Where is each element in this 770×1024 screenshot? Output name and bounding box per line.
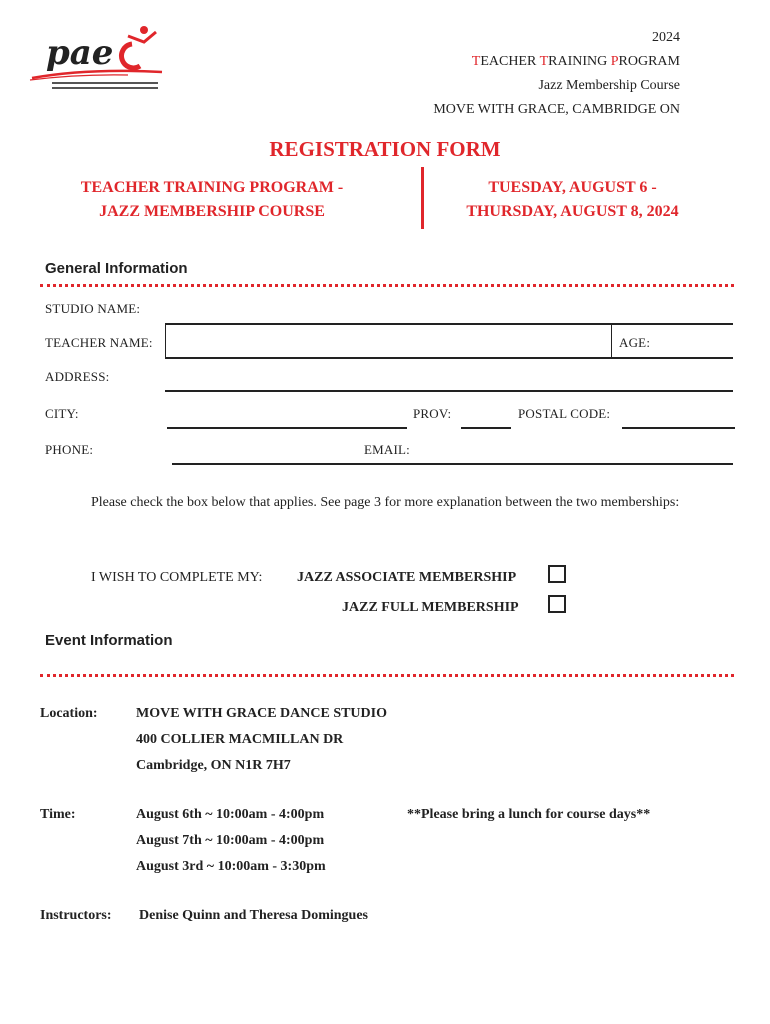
program-line1: TEACHER TRAINING PROGRAM - [80,179,344,196]
full-membership-label: JAZZ FULL MEMBERSHIP [342,600,519,615]
course-dates [440,176,705,224]
phone-field[interactable] [172,463,360,465]
header-program-cap-t1: T [471,54,481,69]
studio-name-label: STUDIO NAME: [45,301,141,316]
teacher-name-label: TEACHER NAME: [45,335,153,350]
program-line2: JAZZ MEMBERSHIP COURSE [99,203,325,220]
prov-label: PROV: [413,406,452,421]
instructors-value: Denise Quinn and Theresa Domingues [139,908,368,923]
location-label: Location: [40,706,98,721]
header-course: Jazz Membership Course [538,78,680,93]
event-divider [40,674,734,677]
header-program-part2: RAINING [548,54,611,69]
associate-membership-label: JAZZ ASSOCIATE MEMBERSHIP [297,570,517,585]
title-divider [421,167,424,229]
header-block [433,26,680,122]
svg-text:pae: pae [46,33,114,73]
address-field[interactable] [165,390,733,392]
lunch-note: **Please bring a lunch for course days** [407,807,651,822]
wish-label: I WISH TO COMPLETE MY: [91,570,263,585]
postal-code-field[interactable] [622,427,735,429]
postal-code-label: POSTAL CODE: [518,406,611,421]
time-line: August 3rd ~ 10:00am - 3:30pm [136,859,326,874]
membership-instructions: Please check the box below that applies. See page 3 for more explanation between the two memberships: [91,495,680,510]
time-line: August 6th ~ 10:00am - 4:00pm [136,807,325,822]
address-label: ADDRESS: [45,369,110,384]
phone-label: PHONE: [45,442,94,457]
header-program-cap-p: P [610,54,619,69]
header-program-part3: ROGRAM [618,54,680,69]
city-label: CITY: [45,406,79,421]
program-title [62,176,362,224]
teacher-name-field[interactable] [165,357,611,359]
location-line: 400 COLLIER MACMILLAN DR [136,732,344,747]
event-info-heading: Event Information [45,632,173,649]
teacher-age-separator [611,325,612,357]
instructors-label: Instructors: [40,908,112,923]
paec-logo [28,18,168,96]
dates-line2: THURSDAY, AUGUST 8, 2024 [466,203,679,220]
full-membership-checkbox[interactable] [548,595,566,613]
associate-membership-checkbox[interactable] [548,565,566,583]
city-field[interactable] [167,427,407,429]
general-divider [40,284,734,287]
teacher-field-left-edge [165,325,166,357]
prov-field[interactable] [461,427,511,429]
age-field[interactable] [611,357,733,359]
form-title: REGISTRATION FORM [269,137,501,161]
general-info-heading: General Information [45,260,188,277]
studio-name-field[interactable] [165,323,733,325]
dates-line1: TUESDAY, AUGUST 6 - [488,179,657,196]
time-value [136,802,326,880]
location-line: MOVE WITH GRACE DANCE STUDIO [136,706,387,721]
header-program-part1: EACHER [480,54,540,69]
header-program [433,50,680,74]
time-label: Time: [40,807,76,822]
header-program-cap-t2: T [539,54,549,69]
header-location: MOVE WITH GRACE, CAMBRIDGE ON [433,102,680,117]
time-line: August 7th ~ 10:00am - 4:00pm [136,833,325,848]
location-value [136,701,387,779]
email-field[interactable] [360,463,733,465]
location-line: Cambridge, ON N1R 7H7 [136,758,291,773]
email-label: EMAIL: [364,442,410,457]
age-label: AGE: [619,335,651,350]
header-year: 2024 [652,30,680,45]
